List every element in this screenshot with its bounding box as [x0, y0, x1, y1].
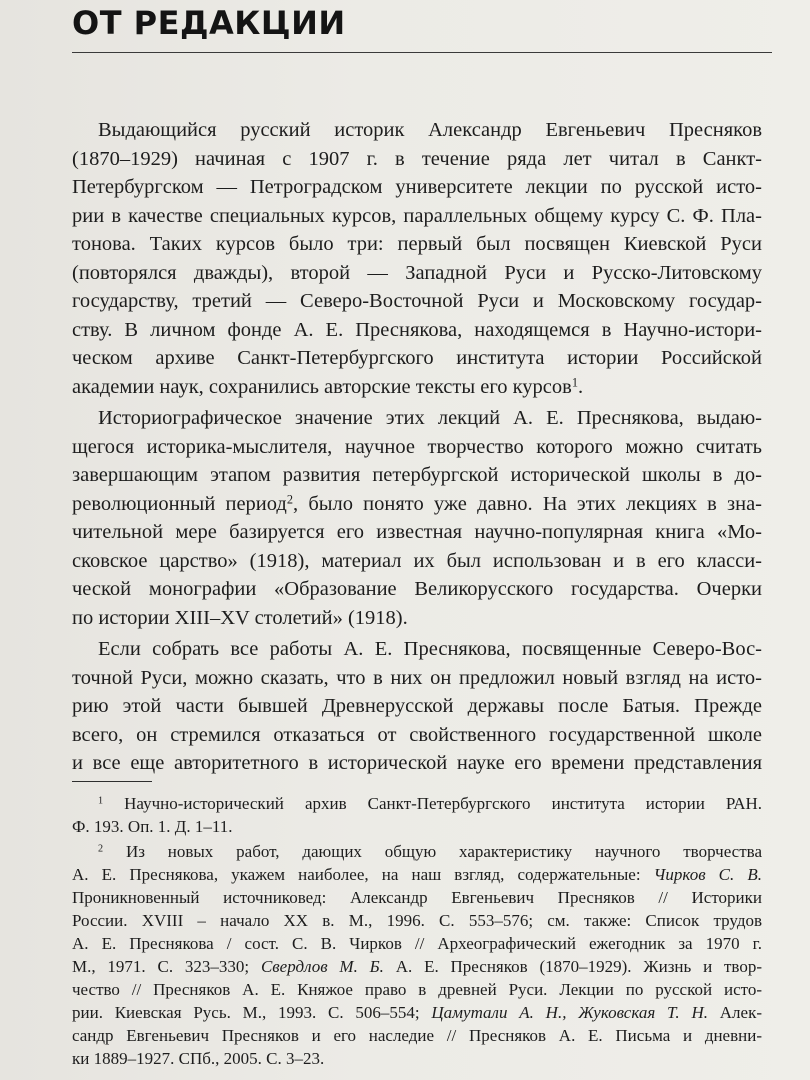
footnote-1 [72, 792, 762, 815]
footnote-text: М., 1971. С. 323–330; [72, 957, 261, 976]
text-line: ческом архиве Санкт-Петербургского института истории Российской [72, 347, 762, 369]
footnote-number: 2 [98, 843, 104, 855]
text-line: Историографическое значение этих лекций А. Е. Преснякова, выдаю- [98, 407, 762, 429]
footnote-text: рии. Киевская Русь. М., 1993. С. 506–554; [72, 1003, 432, 1022]
text-line: ческой монографии «Образование Великорусского государства. Очерки [72, 578, 762, 600]
author-name: Цамутали А. Н., Жуковская Т. Н. [431, 1003, 708, 1022]
text-line: всего, он стремился отказаться от свойственного государственной школе [72, 723, 762, 746]
text-line [72, 373, 762, 402]
footnotes [72, 792, 762, 1070]
text-line: ству. В личном фонде А. Е. Преснякова, находящемся в Научно-истори- [72, 318, 762, 341]
text-line: рию этой части бывшей Древнерусской державы после Батыя. Прежде [72, 695, 762, 717]
footnote-line [72, 1001, 762, 1024]
text-line: (повторялся дважды), второй — Западной Руси и Русско-Литовскому [72, 261, 762, 284]
text-line: по истории XIII–XV столетий» (1918). [72, 606, 408, 629]
footnote-line [72, 955, 762, 978]
footnote-ref[interactable]: 1 [571, 374, 578, 389]
text-fragment: . [577, 375, 584, 398]
text-fragment: революционный период [72, 492, 287, 515]
footnote-separator [72, 781, 152, 782]
footnote-line: А. Е. Преснякова / сост. С. В. Чирков // Археографический ежегодник за 1970 г. [72, 934, 762, 953]
author-name: Чирков С. В. [653, 865, 762, 884]
text-line: щегося историка-мыслителя, научное творчество которого можно считать [72, 435, 762, 458]
text-line: завершающим этапом развития петербургской исторической школы в до- [72, 464, 762, 486]
footnote-text: А. Е. Преснякова, укажем наиболее, на наш взгляд, содержательные: [72, 865, 654, 884]
footnote-text: Из новых работ, дающих общую характеристику научного творчества [125, 842, 763, 861]
text-fragment: академии наук, сохранились авторские тексты его курсов [72, 375, 572, 398]
text-line: точной Руси, можно сказать, что в них он предложил новый взгляд на исто- [72, 666, 762, 689]
text-line: Петербургском — Петроградском университете лекции по русской исто- [72, 176, 762, 198]
text-line: рии в качестве специальных курсов, параллельных общему курсу С. Ф. Пла- [72, 204, 762, 227]
text-line: (1870–1929) начиная с 1907 г. в течение ряда лет читал в Санкт- [72, 147, 762, 170]
author-name: Свердлов М. Б. [260, 957, 384, 976]
footnote-text: А. Е. Пресняков (1870–1929). Жизнь и твор- [383, 957, 763, 976]
footnote-line: России. XVIII – начало XX в. М., 1996. С. 553–576; см. также: Список трудов [72, 911, 762, 930]
text-line: тонова. Таких курсов было три: первый был посвящен Киевской Руси [72, 233, 762, 255]
footnote-line: сандр Евгеньевич Пресняков и его наследие // Пресняков А. Е. Письма и дневни- [72, 1026, 762, 1045]
text-line: сковское царство» (1918), материал их был использован и в его класси- [72, 549, 762, 572]
text-fragment: , было понято уже давно. На этих лекциях в зна- [293, 492, 763, 515]
text-line [72, 490, 762, 519]
text-line: и все еще авторитетного в исторической науке его времени представления [72, 752, 762, 774]
footnote-ref[interactable]: 2 [286, 491, 294, 506]
footnote-line: Проникновенный источниковед: Александр Евгеньевич Пресняков // Историки [72, 888, 762, 907]
footnote-line: чество // Пресняков А. Е. Княжое право в древней Руси. Лекции по русской исто- [72, 980, 762, 999]
footnote-line [72, 863, 762, 886]
footnote-line: Ф. 193. Оп. 1. Д. 1–11. [72, 817, 233, 836]
text-line: Выдающийся русский историк Александр Евгеньевич Пресняков [98, 119, 762, 141]
footnote-2 [72, 840, 762, 863]
text-line: чительной мере базируется его известная научно-популярная книга «Мо- [72, 521, 762, 543]
text-line: государству, третий — Северо-Восточной Руси и Московскому государ- [72, 290, 762, 312]
footnote-text: Научно-исторический архив Санкт-Петербургского института истории РАН. [124, 794, 762, 813]
main-text [72, 116, 762, 778]
text-line: Если собрать все работы А. Е. Преснякова, посвященные Северо-Вос- [98, 638, 762, 660]
footnote-number: 1 [98, 795, 104, 807]
heading-rule [72, 52, 772, 53]
page-heading: ОТ РЕДАКЦИИ [72, 4, 346, 42]
footnote-line: ки 1889–1927. СПб., 2005. С. 3–23. [72, 1049, 325, 1068]
footnote-text: Алек- [707, 1003, 762, 1022]
